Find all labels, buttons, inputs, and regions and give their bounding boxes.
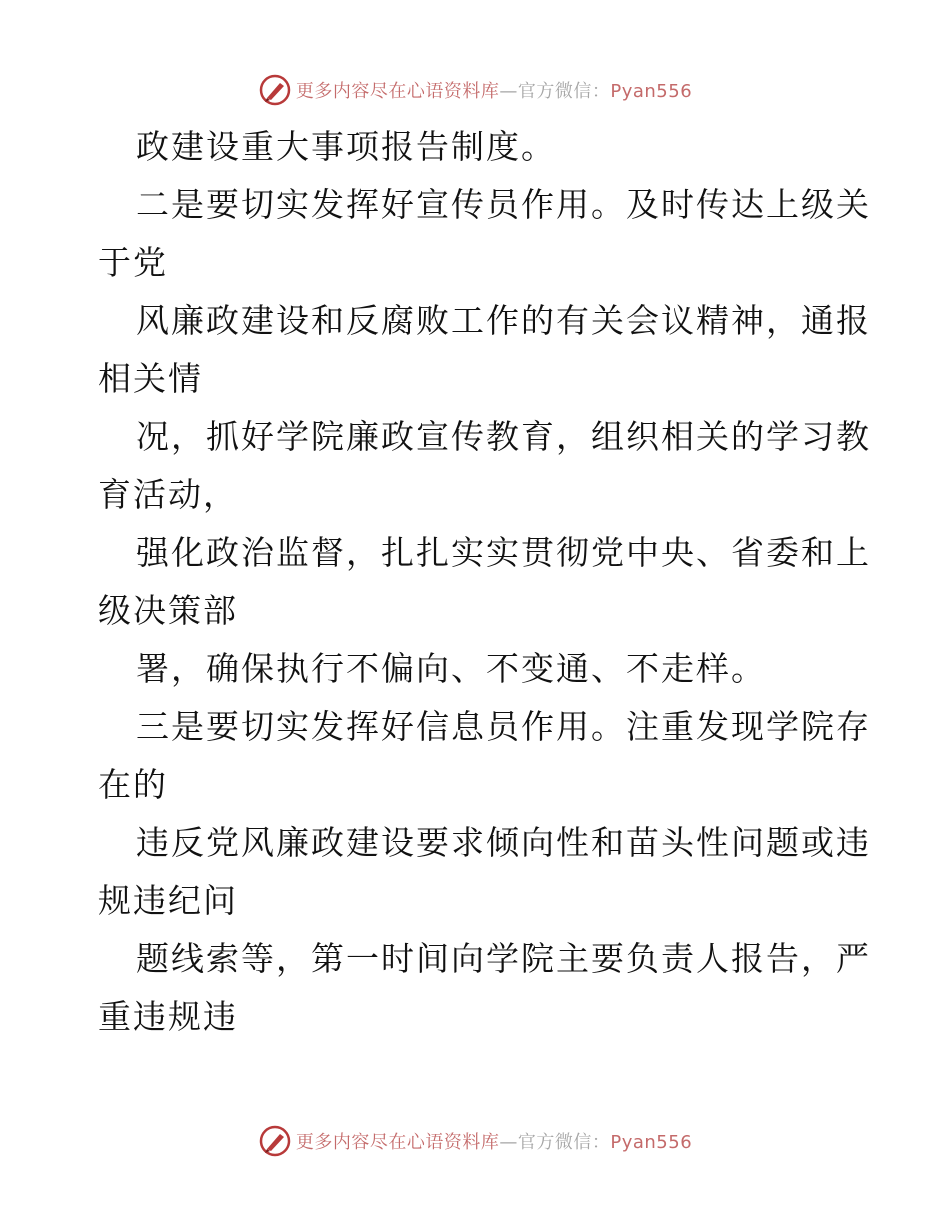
text-line: 题线索等，第一时间向学院主要负责人报告，严 [136, 939, 871, 978]
document-body [98, 118, 871, 1046]
text-line: 署，确保执行不偏向、不变通、不走样。 [136, 649, 766, 688]
text-line: 违反党风廉政建设要求倾向性和苗头性问题或违 [136, 823, 871, 862]
text-line: 规违纪问 [98, 881, 238, 920]
footer-watermark [0, 1119, 950, 1163]
watermark-text: 更多内容尽在心语资料库—官方微信：Pyan556 [295, 1132, 693, 1153]
text-line: 风廉政建设和反腐败工作的有关会议精神，通报 [136, 301, 871, 340]
text-line: 政建设重大事项报告制度。 [136, 127, 556, 166]
header-watermark [0, 68, 950, 112]
text-line: 重违规违 [98, 997, 238, 1036]
text-line: 相关情 [98, 359, 203, 398]
text-line: 于党 [98, 243, 168, 282]
text-line: 三是要切实发挥好信息员作用。注重发现学院存 [136, 707, 871, 746]
watermark-text: 更多内容尽在心语资料库—官方微信：Pyan556 [295, 81, 693, 102]
pen-logo-icon [258, 73, 292, 107]
text-line: 二是要切实发挥好宣传员作用。及时传达上级关 [136, 185, 871, 224]
text-line: 在的 [98, 765, 168, 804]
text-line: 级决策部 [98, 591, 238, 630]
text-line: 强化政治监督，扎扎实实贯彻党中央、省委和上 [136, 533, 871, 572]
text-line: 育活动， [98, 475, 238, 514]
pen-logo-icon [258, 1124, 292, 1158]
text-line: 况，抓好学院廉政宣传教育，组织相关的学习教 [136, 417, 871, 456]
